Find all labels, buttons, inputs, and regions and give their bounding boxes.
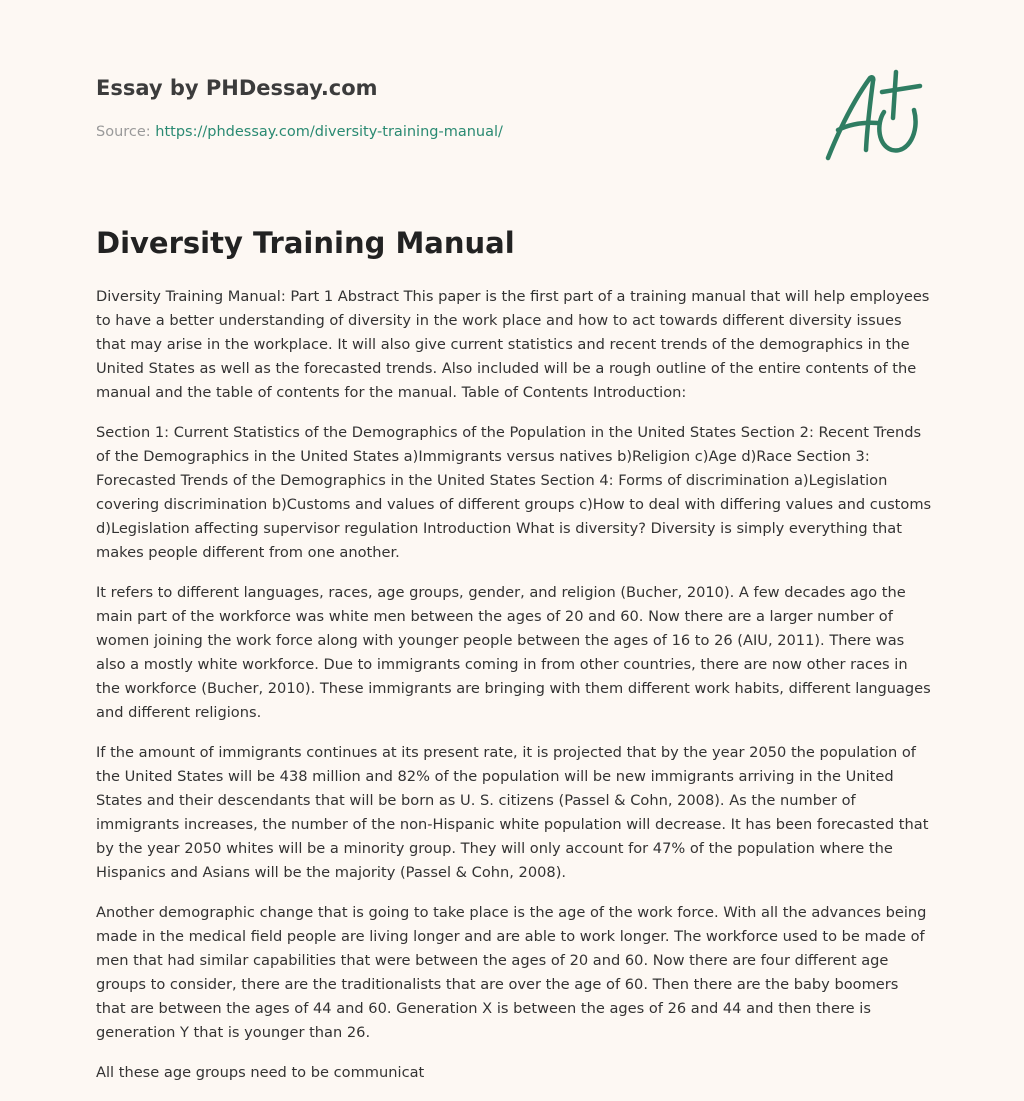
article-paragraph: Diversity Training Manual: Part 1 Abstract This paper is the first part of a training manual that will help employees to have a better understanding of diversity in the work place and how to act towards different diversity issues that may arise in the workplace. It will also give current statistics and recent trends of the demographics in the United States as well as the forecasted trends. Also included will be a rough outline of the entire contents of the manual and the table of contents for the manual. Table of Contents Introduction:: [96, 288, 930, 401]
source-line: [96, 124, 503, 140]
article-title: Diversity Training Manual: [96, 226, 515, 260]
article-paragraph: Section 1: Current Statistics of the Demographics of the Population in the United States Section 2: Recent Trends of the Demographics in the United States a)Immigrants versus natives b)Religion c)Age d)Race Section 3: Forecasted Trends of the Demographics in the United States Section 4: Forms of discrimination a)Legislation covering discrimination b)Customs and values of different groups c)How to deal with differing values and customs d)Legislation affecting supervisor regulation Introduction What is diversity? Diversity is simply everything that makes people different from one another.: [96, 424, 932, 561]
article-paragraph: It refers to different languages, races, age groups, gender, and religion (Bucher, 2010). A few decades ago the main part of the workforce was white men between the ages of 20 and 60. Now there are a larger number of women joining the work force along with younger people between the ages of 16 to 26 (AIU, 2011). There was also a mostly white workforce. Due to immigrants coming in from other countries, there are now other races in the workforce (Bucher, 2010). These immigrants are bringing with them different work habits, different languages and different religions.: [96, 584, 931, 721]
a-plus-grade-icon: [820, 66, 930, 166]
article-paragraph: All these age groups need to be communicat: [96, 1064, 425, 1081]
article-body: [96, 285, 932, 1101]
source-label: Source:: [96, 124, 156, 140]
source-link[interactable]: https://phdessay.com/diversity-training-manual/: [155, 124, 503, 140]
article-paragraph: If the amount of immigrants continues at its present rate, it is projected that by the year 2050 the population of the United States will be 438 million and 82% of the population will be new immigrants arriving in the United States and their descendants that will be born as U. S. citizens (Passel & Cohn, 2008). As the number of immigrants increases, the number of the non-Hispanic white population will decrease. It has been forecasted that by the year 2050 whites will be a minority group. They will only account for 47% of the population where the Hispanics and Asians will be the majority (Passel & Cohn, 2008).: [96, 744, 929, 881]
article-paragraph: Another demographic change that is going to take place is the age of the work force. With all the advances being made in the medical field people are living longer and are able to work longer. The workforce used to be made of men that had similar capabilities that were between the ages of 20 and 60. Now there are four different age groups to consider, there are the traditionalists that are over the age of 60. Then there are the baby boomers that are between the ages of 44 and 60. Generation X is between the ages of 26 and 44 and then there is generation Y that is younger than 26.: [96, 904, 927, 1041]
site-brand: Essay by PHDessay.com: [96, 76, 378, 100]
